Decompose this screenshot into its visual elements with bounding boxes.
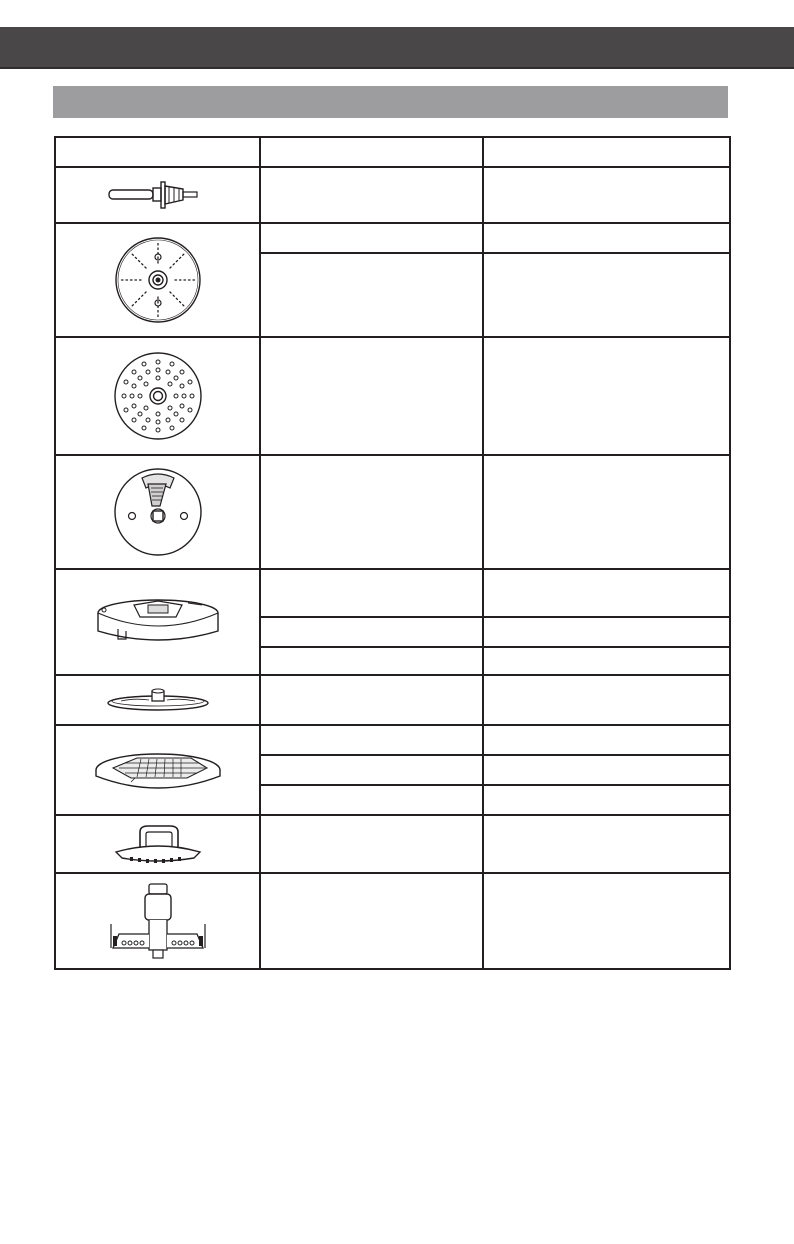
table-cell <box>260 873 483 969</box>
header-cell <box>483 137 730 167</box>
header-bar <box>0 27 794 67</box>
table-cell <box>260 785 483 815</box>
section-heading-bar <box>53 86 728 118</box>
header-divider <box>0 67 794 69</box>
table-cell <box>260 253 483 337</box>
table-cell <box>260 725 483 755</box>
accessory-image-cell <box>55 569 260 675</box>
table-row <box>55 167 730 223</box>
table-row <box>55 873 730 969</box>
accessory-guide-table <box>54 136 731 970</box>
table-cell <box>260 455 483 569</box>
table-cell <box>260 167 483 223</box>
table-cell <box>260 569 483 617</box>
table-cell <box>260 815 483 873</box>
table-cell <box>483 815 730 873</box>
table-cell <box>483 785 730 815</box>
table-cell <box>483 569 730 617</box>
dicing-kit-icon <box>92 591 224 653</box>
accessory-image-cell <box>55 337 260 455</box>
table-cell <box>483 755 730 785</box>
accessory-image-cell <box>55 675 260 725</box>
accessory-image-cell <box>55 455 260 569</box>
table-row <box>55 675 730 725</box>
table-row <box>55 725 730 755</box>
table-cell <box>483 223 730 253</box>
accessory-image-cell <box>55 815 260 873</box>
table-row <box>55 815 730 873</box>
dicing-grid-icon <box>91 742 225 798</box>
table-cell <box>483 617 730 647</box>
table-row <box>55 223 730 253</box>
table-cell <box>483 455 730 569</box>
table-cell <box>260 675 483 725</box>
thin-disc-icon <box>105 686 211 714</box>
table-cell <box>260 617 483 647</box>
table-cell <box>483 167 730 223</box>
table-cell <box>260 223 483 253</box>
table-cell <box>483 675 730 725</box>
table-cell <box>260 755 483 785</box>
reversible-shredding-disc-icon <box>113 235 203 325</box>
adjustable-slicing-disc-icon <box>112 466 204 558</box>
table-cell <box>483 647 730 675</box>
table-row <box>55 569 730 617</box>
table-row <box>55 455 730 569</box>
header-cell <box>260 137 483 167</box>
adapter-shaft-icon <box>103 180 213 210</box>
table-row <box>55 337 730 455</box>
header-cell <box>55 137 260 167</box>
accessory-image-cell <box>55 873 260 969</box>
table-cell <box>260 337 483 455</box>
table-cell <box>260 647 483 675</box>
table-cell <box>483 725 730 755</box>
accessory-image-cell <box>55 223 260 337</box>
dough-blade-icon <box>101 878 215 964</box>
table-cell <box>483 337 730 455</box>
table-header-row <box>55 137 730 167</box>
accessory-image-cell <box>55 167 260 223</box>
accessory-image-cell <box>55 725 260 815</box>
table-cell <box>483 873 730 969</box>
grating-disc-icon <box>112 350 204 442</box>
table-cell <box>483 253 730 337</box>
grid-cleaning-tool-icon <box>108 822 208 866</box>
